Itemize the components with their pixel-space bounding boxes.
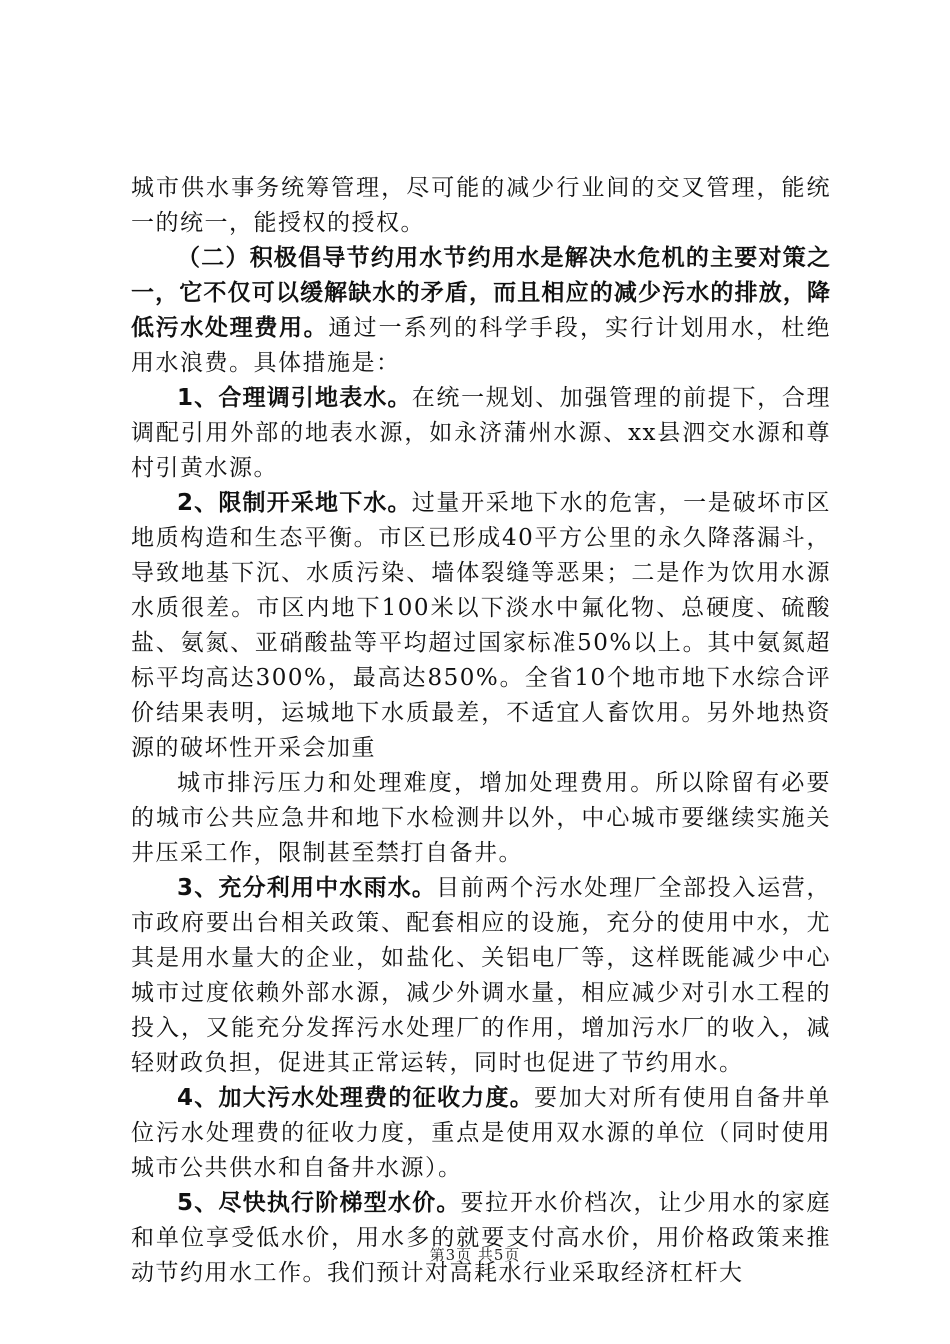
paragraph-measure-2 [131,486,831,766]
measure-5-body: 要拉开水价档次，让少用水的家庭和单位享受低水价，用水多的就要支付高水价，用价格政策来推动节约用水工作。我们预计对高耗水行业采取经济杠杆大 [131,1190,831,1286]
paragraph-measure-1 [131,381,831,486]
paragraph-section-two [131,241,831,381]
page-number-footer: 第3页 共5页 [429,1246,521,1264]
paragraph-measure-2-continued: 城市排污压力和处理难度，增加处理费用。所以除留有必要的城市公共应急井和地下水检测井以外，中心城市要继续实施关井压采工作，限制甚至禁打自备井。 [131,770,831,866]
document-body [131,171,831,1291]
measure-4-body: 要加大对所有使用自备井单位污水处理费的征收力度，重点是使用双水源的单位（同时使用城市公共供水和自备井水源）。 [131,1085,832,1181]
measure-2-body: 过量开采地下水的危害，一是破坏市区地质构造和生态平衡。市区已形成40平方公里的永久降落漏斗，导致地基下沉、水质污染、墙体裂缝等恶果；二是作为饮用水源水质很差。市区内地下100米以下淡水中氟化物、总硬度、硫酸盐、氨氮、亚硝酸盐等平均超过国家标准50%以上。其中氨氮超标平均高达300%，最高达850%。全省10个地市地下水综合评价结果表明，运城地下水质最差，不适宜人畜饮用。另外地热资源的破坏性开采会加重 [131,490,831,761]
measure-1-body: 在统一规划、加强管理的前提下，合理调配引用外部的地表水源，如永济蒲州水源、xx县泗交水源和尊村引黄水源。 [131,385,831,481]
paragraph-measure-5 [131,1186,831,1291]
measure-1-heading: 1、合理调引地表水。 [177,385,412,411]
paragraph-continuation: 城市供水事务统筹管理，尽可能的减少行业间的交叉管理，能统一的统一，能授权的授权。 [131,175,831,236]
measure-4-heading: 4、加大污水处理费的征收力度。 [177,1085,535,1111]
measure-3-heading: 3、充分利用中水雨水。 [177,875,437,901]
section-two-body: 通过一系列的科学手段，实行计划用水，杜绝用水浪费。具体措施是： [131,315,832,376]
measure-3-body: 目前两个污水处理厂全部投入运营，市政府要出台相关政策、配套相应的设施，充分的使用中水，尤其是用水量大的企业，如盐化、关铝电厂等，这样既能减少中心城市过度依赖外部水源，减少外调水量，相应减少对引水工程的投入，又能充分发挥污水处理厂的作用，增加污水厂的收入，减轻财政负担，促进其正常运转，同时也促进了节约用水。 [131,875,832,1076]
paragraph-measure-3 [131,871,831,1081]
measure-2-heading: 2、限制开采地下水。 [177,490,412,516]
measure-5-heading: 5、尽快执行阶梯型水价。 [177,1190,461,1216]
paragraph-measure-4 [131,1081,831,1186]
section-two-heading: （二）积极倡导节约用水节约用水是解决水危机的主要对策之一，它不仅可以缓解缺水的矛盾，而且相应的减少污水的排放，降低污水处理费用。 [131,245,831,341]
